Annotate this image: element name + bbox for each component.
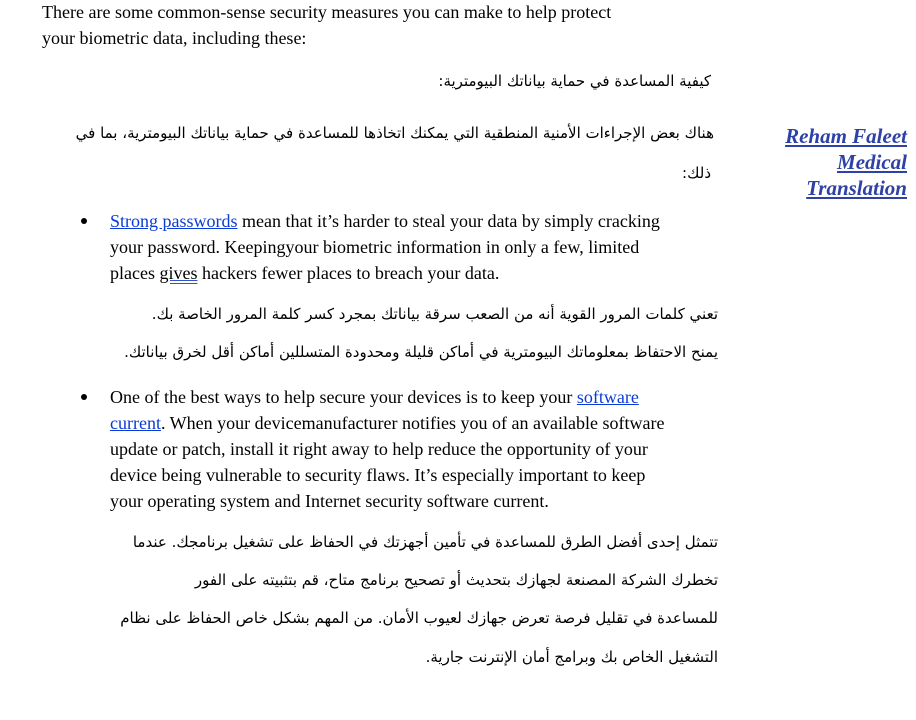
software-current-link-part-1[interactable]: software	[576, 387, 639, 407]
bullet-2-line-1-pre: One of the best ways to help secure your devices is to keep your	[110, 387, 577, 407]
bullet-1-arabic-line-1: تعني كلمات المرور القوية أنه من الصعب سرقة بياناتك بمجرد كسر كلمة المرور الخاصة بك.	[151, 305, 718, 323]
bullet-2-english	[110, 384, 720, 514]
arabic-heading: كيفية المساعدة في حماية بياناتك البيومترية:	[438, 72, 711, 90]
bullet-2-line-2	[110, 410, 720, 436]
watermark-line-2: Medical	[837, 150, 907, 174]
bullet-2-line-4: device being vulnerable to security flaws. It’s especially important to keep	[110, 465, 646, 485]
bullet-2-line-1	[110, 384, 720, 410]
intro-line-1: There are some common-sense security measures you can make to help protect	[42, 2, 612, 22]
bullet-2-arabic-line-3: للمساعدة في تقليل فرصة تعرض جهازك لعيوب الأمان. من المهم بشكل خاص الحفاظ على نظام	[120, 609, 718, 627]
bullet-1-line-2: your password. Keepingyour biometric information in only a few, limited	[110, 237, 640, 257]
arabic-intro-line-1: هناك بعض الإجراءات الأمنية المنطقية التي يمكنك اتخاذها للمساعدة في حماية بياناتك البيومترية، بما في	[75, 124, 714, 142]
bullet-2-arabic-line-2: تخطرك الشركة المصنعة لجهازك بتحديث أو تصحيح برنامج متاح، قم بتثبيته على الفور	[194, 571, 718, 589]
translator-watermark	[785, 123, 907, 201]
watermark-line-1: Reham Faleet	[785, 124, 907, 148]
bullet-2-line-3: update or patch, install it right away to help reduce the opportunity of your	[110, 439, 648, 459]
bullet-2-line-2-post: . When your devicemanufacturer notifies you of an available software	[160, 413, 665, 433]
bullet-1-line-3-pre: places	[110, 263, 160, 283]
bullet-2-arabic-line-4: التشغيل الخاص بك وبرامج أمان الإنترنت جارية.	[425, 648, 718, 666]
intro-paragraph	[42, 0, 742, 51]
bullet-point-1	[81, 218, 87, 224]
bullet-1-line-3-post: hackers fewer places to breach your data.	[197, 263, 500, 283]
arabic-intro-line-2: ذلك:	[682, 164, 711, 182]
bullet-1-english	[110, 208, 720, 286]
bullet-1-line-1	[110, 208, 720, 234]
bullet-2-arabic-line-1: تتمثل إحدى أفضل الطرق للمساعدة في تأمين أجهزتك في الحفاظ على تشغيل برنامجك. عندما	[132, 533, 718, 551]
grammar-flag-gives: gives	[159, 263, 198, 283]
bullet-1-line-1-rest: mean that it’s harder to steal your data by simply cracking	[237, 211, 660, 231]
watermark-line-3: Translation	[806, 176, 907, 200]
bullet-point-2	[81, 394, 87, 400]
software-current-link-part-2[interactable]: current	[110, 413, 161, 433]
strong-passwords-link[interactable]: Strong passwords	[110, 211, 238, 231]
bullet-1-line-3	[110, 260, 720, 286]
bullet-1-arabic-line-2: يمنح الاحتفاظ بمعلوماتك البيومترية في أماكن قليلة ومحدودة المتسللين أماكن أقل لخرق بياناتك.	[124, 343, 718, 361]
intro-line-2: your biometric data, including these:	[42, 28, 307, 48]
bullet-2-line-5: your operating system and Internet security software current.	[110, 491, 549, 511]
